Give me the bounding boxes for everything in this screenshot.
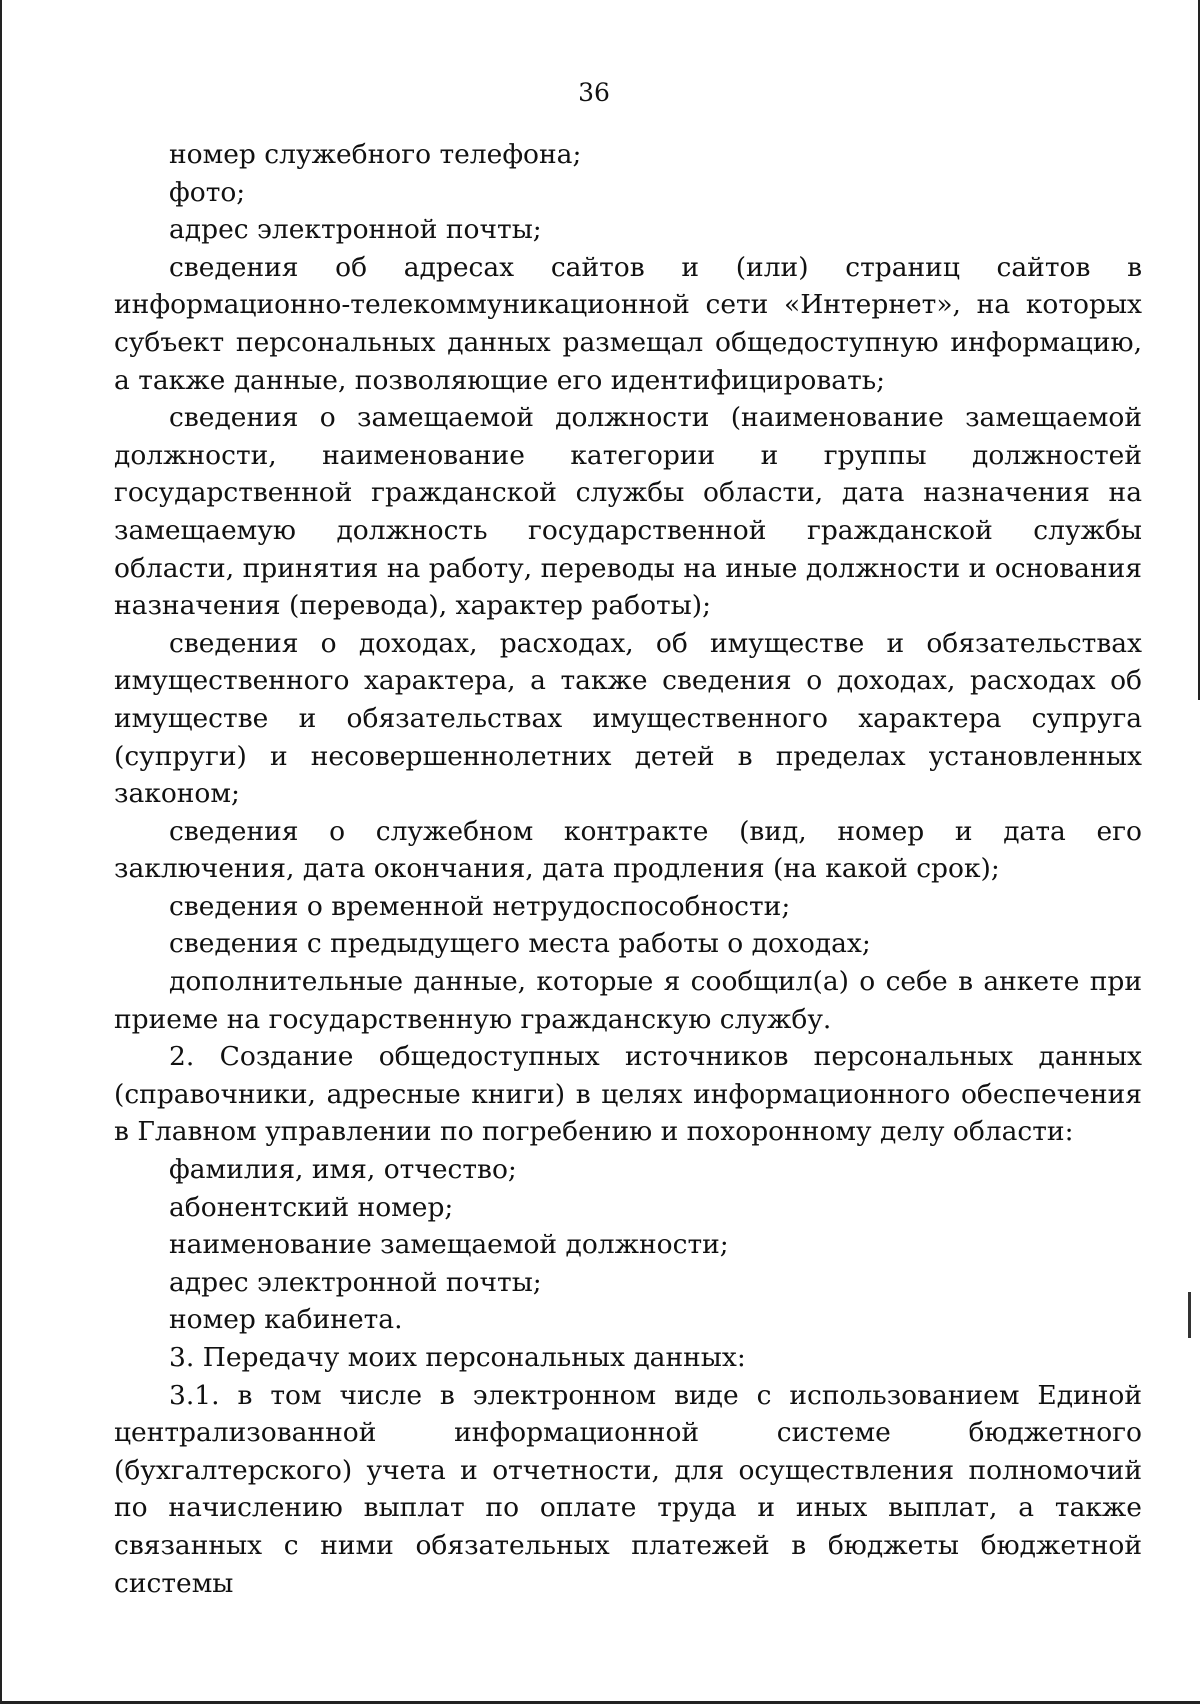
- list-item-subscriber-number: абонентский номер;: [169, 1191, 454, 1223]
- list-item-email-2: адрес электронной почты;: [169, 1266, 542, 1298]
- list-item-email: адрес электронной почты;: [169, 214, 542, 246]
- list-item-previous-job: сведения с предыдущего места работы о доходах;: [169, 928, 871, 960]
- list-item-photo: фото;: [169, 176, 246, 208]
- scan-edge-mark: [1188, 1292, 1191, 1338]
- document-body: [114, 136, 1142, 1602]
- section-3-1-paragraph: 3.1. в том числе в электронном виде с использованием Единой централизованной информационной системе бюджетного (бухгалтерского) учета и отчетности, для осуществления полномочий по начислению выплат по оплате труда и иных выплат, а также связанных с ними обязательных платежей в бюджеты бюджетной системы: [114, 1379, 1142, 1599]
- section-3-heading: 3. Передачу моих персональных данных:: [169, 1342, 746, 1373]
- list-item-income: сведения о доходах, расходах, об имуществе и обязательствах имущественного характера, а также сведения о доходах, расходах об имуществе и обязательствах имущественного характера супруга (супруги) и несовершеннолетних детей в пределах установленных законом;: [114, 627, 1142, 810]
- list-item-position: сведения о замещаемой должности (наименование замещаемой должности, наименование категории и группы должностей государственной гражданской службы области, дата назначения на замещаемую должность государственной гражданской службы области, принятия на работу, переводы на иные должности и основания назначения (перевода), характер работы);: [114, 402, 1142, 622]
- list-item-disability: сведения о временной нетрудоспособности;: [169, 890, 791, 922]
- list-item-office-number: номер кабинета.: [169, 1304, 403, 1336]
- section-2-heading: 2. Создание общедоступных источников персональных данных (справочники, адресные книги) в целях информационного обеспечения в Главном управлении по погребению и похоронному делу области:: [114, 1041, 1142, 1148]
- list-item-position-name: наименование замещаемой должности;: [169, 1229, 729, 1261]
- list-item-additional-data: дополнительные данные, которые я сообщил(а) о себе в анкете при приеме на государственную гражданскую службу.: [114, 966, 1142, 1035]
- scan-left-border: [0, 0, 2, 1704]
- page-number: 36: [578, 78, 610, 107]
- list-item-websites: сведения об адресах сайтов и (или) страниц сайтов в информационно-телекоммуникационной сети «Интернет», на которых субъект персональных данных размещал общедоступную информацию, а также данные, позволяющие его идентифицировать;: [114, 251, 1142, 396]
- list-item-service-phone: номер служебного телефона;: [169, 139, 582, 170]
- list-item-full-name: фамилия, имя, отчество;: [169, 1154, 517, 1186]
- list-item-contract: сведения о служебном контракте (вид, номер и дата его заключения, дата окончания, дата продления (на какой срок);: [114, 815, 1142, 885]
